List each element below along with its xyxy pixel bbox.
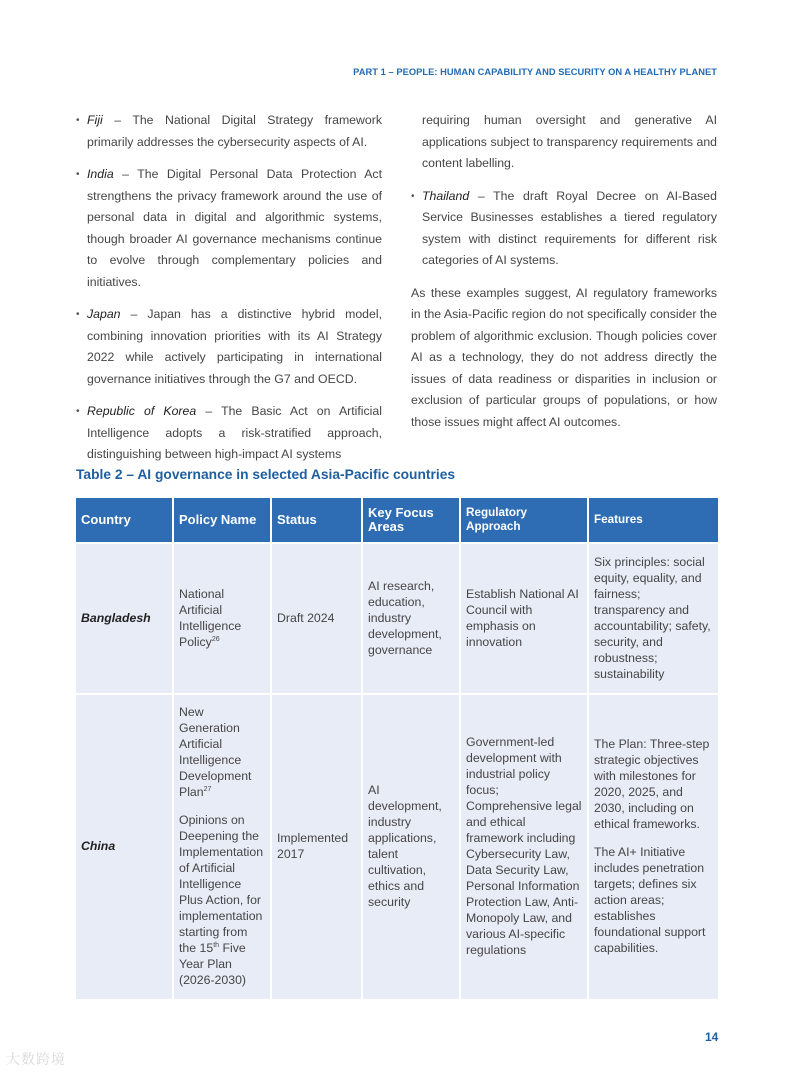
- column-header-key-focus-areas: Key Focus Areas: [362, 498, 460, 543]
- bullet-text: – The National Digital Strategy framework primarily addresses the cybersecurity aspects of AI.: [87, 113, 382, 149]
- running-header: PART 1 – PEOPLE: HUMAN CAPABILITY AND SECURITY ON A HEALTHY PLANET: [353, 67, 717, 77]
- bullet-country: Republic of Korea: [87, 404, 197, 418]
- policy-name-tail: Five Year Plan (2026-2030): [179, 941, 246, 987]
- bullet-thailand: [411, 186, 717, 272]
- page-number: 14: [705, 1030, 719, 1044]
- footnote-ref: 26: [211, 635, 220, 643]
- column-header-features: Features: [588, 498, 718, 543]
- policy-name-text: [179, 586, 265, 650]
- policy-name-label: Opinions on Deepening the Implementation of Artificial Intelligence Plus Action, for implementation starting from the 15: [179, 813, 264, 955]
- cell-regulatory-approach: Establish National AI Council with emphasis on innovation: [460, 543, 588, 694]
- bullet-india: [76, 164, 382, 293]
- bullet-country: Thailand: [422, 188, 470, 203]
- cell-status: Draft 2024: [271, 543, 362, 694]
- right-column: [411, 110, 717, 433]
- bullet-korea-continuation: requiring human oversight and generative AI applications subject to transparency requirements and content labelling.: [422, 113, 717, 170]
- policy-name-label: New Generation Artificial Intelligence Development Plan: [179, 705, 252, 799]
- bullet-country: Fiji: [87, 113, 103, 127]
- table-header-row: [76, 498, 718, 543]
- features-text: Six principles: social equity, equality, and fairness; transparency and accountability; safety, security, and robustness; sustainability: [594, 554, 711, 681]
- policy-name-text: [179, 812, 265, 988]
- cell-country: China: [76, 694, 173, 999]
- cell-country: Bangladesh: [76, 543, 173, 694]
- bullet-country: Japan: [87, 307, 121, 321]
- bullet-text: – The Basic Act on Artificial Intelligence adopts a risk-stratified approach, distinguishing between high-impact AI systems: [87, 404, 382, 461]
- bullet-text: – The Digital Personal Data Protection Act strengthens the privacy framework around the use of personal data in digital and algorithmic systems, though broader AI governance mechanisms continue to evolve through complementary policies and initiatives.: [87, 167, 382, 289]
- cell-regulatory-approach: Government-led development with industrial policy focus; Comprehensive legal and ethical framework including Cybersecurity Law, Data Security Law, Personal Information Protection Law, Anti-Monopoly Law, and various AI-specific regulations: [460, 694, 588, 999]
- column-header-country: Country: [76, 498, 173, 543]
- cell-key-focus-areas: AI research, education, industry development, governance: [362, 543, 460, 694]
- bullet-text: – The draft Royal Decree on AI-Based Service Businesses establishes a tiered regulatory system with distinct requirements for different risk categories of AI systems.: [422, 188, 717, 267]
- bullet-fiji: [76, 110, 382, 153]
- table-title: Table 2 – AI governance in selected Asia-Pacific countries: [76, 467, 456, 482]
- body-paragraph: As these examples suggest, AI regulatory frameworks in the Asia-Pacific region do not specifically consider the problem of algorithmic exclusion. Though policies cover AI as a technology, they do not address directly the issues of data readiness or disparities in inclusion or exclusion of particular groups of populations, or how those issues might affect AI outcomes.: [411, 285, 717, 429]
- cell-policy-name: [173, 543, 271, 694]
- features-text: The Plan: Three-step strategic objectives with milestones for 2020, 2025, and 2030, including on ethical frameworks.: [594, 737, 710, 831]
- bullet-country: India: [87, 167, 114, 181]
- cell-features: [588, 543, 718, 694]
- ai-governance-table: [76, 498, 718, 999]
- ordinal-suffix: th: [213, 941, 220, 949]
- column-header-regulatory-approach: Regulatory Approach: [460, 498, 588, 543]
- policy-name-label: National Artificial Intelligence Policy: [179, 586, 242, 649]
- cell-features: [588, 694, 718, 999]
- cell-key-focus-areas: AI development, industry applications, talent cultivation, ethics and security: [362, 694, 460, 999]
- footnote-ref: 27: [203, 785, 212, 793]
- bullet-korea: [76, 401, 382, 466]
- bullet-japan: [76, 304, 382, 390]
- watermark-logo: 大数跨境: [6, 1051, 66, 1067]
- column-header-status: Status: [271, 498, 362, 543]
- features-text: The AI+ Initiative includes penetration targets; defines six action areas; establishes foundational support capabilities.: [594, 845, 706, 955]
- table-row: [76, 694, 718, 999]
- left-column: [76, 110, 382, 477]
- table-row: [76, 543, 718, 694]
- policy-name-text: [179, 704, 265, 800]
- bullet-text: – Japan has a distinctive hybrid model, combining innovation priorities with its AI Strategy 2022 while actively participating in international governance initiatives through the G7 and OECD.: [87, 307, 382, 386]
- cell-status: Implemented 2017: [271, 694, 362, 999]
- cell-policy-name: [173, 694, 271, 999]
- column-header-policy-name: Policy Name: [173, 498, 271, 543]
